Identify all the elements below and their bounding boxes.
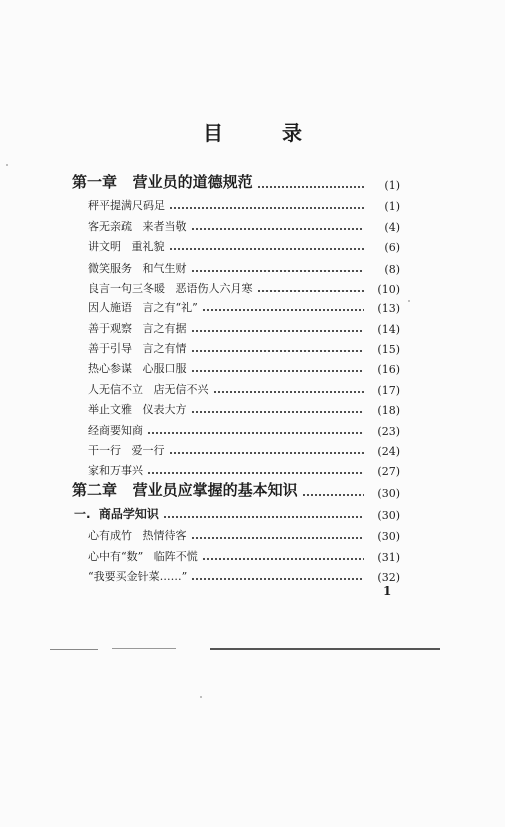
toc-entry[interactable] — [0, 356, 505, 376]
toc-entry[interactable] — [0, 458, 505, 478]
toc-chapter-2[interactable] — [0, 480, 505, 500]
toc-entry-title: 人无信不立 店无信不兴 — [88, 383, 209, 396]
scan-line — [112, 648, 176, 649]
toc-entry-title: 讲文明 重礼貌 — [88, 240, 165, 253]
toc-entry-title: 秤平提满尺码足 — [88, 199, 165, 212]
leader-dots — [191, 411, 365, 413]
toc-entry-title: 第二章 营业员应掌握的基本知识 — [72, 481, 298, 499]
page-number: 1 — [383, 584, 392, 598]
toc-entry-title: 第一章 营业员的道德规范 — [72, 173, 253, 191]
toc-page-number: (24) — [377, 445, 400, 458]
toc-entry[interactable] — [0, 316, 505, 336]
toc-entry-title: 因人施语 言之有“礼” — [88, 301, 198, 314]
toc-entry[interactable] — [0, 214, 505, 234]
toc-page-number: (8) — [384, 263, 400, 276]
toc-entry[interactable] — [0, 377, 505, 397]
toc-entry-title: 心有成竹 热情待客 — [88, 529, 187, 542]
leader-dots — [169, 248, 365, 250]
toc-entry-title: 善于观察 言之有据 — [88, 322, 187, 335]
toc-page-number: (18) — [377, 404, 400, 417]
toc-entry[interactable] — [0, 256, 505, 276]
toc-entry[interactable] — [0, 418, 505, 438]
toc-entry-title: 微笑服务 和气生财 — [88, 262, 187, 275]
leader-dots — [213, 391, 365, 393]
leader-dots — [147, 432, 364, 434]
toc-page-number: (4) — [384, 221, 400, 234]
scan-line — [210, 648, 440, 650]
page-title: 目 录 — [203, 121, 328, 145]
toc-page-number: (30) — [377, 530, 400, 543]
leader-dots — [257, 186, 364, 188]
toc-entry[interactable] — [0, 544, 505, 564]
toc-entry-title: 良言一句三冬暖 恶语伤人六月寒 — [88, 282, 253, 295]
scan-speck — [408, 300, 410, 302]
scan-speck — [6, 164, 8, 166]
leader-dots — [257, 290, 365, 292]
toc-entry[interactable] — [0, 564, 505, 584]
leader-dots — [169, 207, 364, 209]
toc-entry-title: 善于引导 言之有情 — [88, 342, 187, 355]
leader-dots — [191, 270, 365, 272]
leader-dots — [302, 494, 364, 496]
toc-entry-title: 家和万事兴 — [88, 464, 143, 477]
toc-page-number: (15) — [377, 343, 400, 356]
scan-speck — [200, 696, 202, 698]
toc-entry[interactable] — [0, 295, 505, 315]
scan-line — [50, 649, 98, 650]
toc-entry-title: 热心参谋 心服口服 — [88, 362, 187, 375]
toc-entry-title: 一. 商品学知识 — [74, 507, 159, 521]
toc-page-number: (30) — [377, 509, 400, 522]
leader-dots — [202, 309, 364, 311]
toc-page-number: (1) — [384, 200, 400, 213]
toc-entry[interactable] — [0, 336, 505, 356]
leader-dots — [202, 558, 364, 560]
toc-entry[interactable] — [0, 397, 505, 417]
toc-entry-title: 经商要知商 — [88, 424, 143, 437]
toc-page-number: (30) — [377, 487, 400, 500]
toc-page-number: (16) — [377, 363, 400, 376]
toc-page-number: (32) — [377, 571, 400, 584]
toc-page-number: (14) — [377, 323, 400, 336]
toc-page-number: (10) — [377, 283, 400, 296]
toc-page-number: (13) — [377, 302, 400, 315]
leader-dots — [169, 452, 365, 454]
toc-section[interactable] — [0, 502, 505, 522]
toc-page-number: (31) — [377, 551, 400, 564]
toc-entry-title: 举止文雅 仪表大方 — [88, 403, 187, 416]
toc-entry[interactable] — [0, 438, 505, 458]
toc-entry-title: 心中有“数” 临阵不慌 — [88, 550, 198, 563]
toc-chapter-1[interactable] — [0, 172, 505, 192]
toc-page-number: (6) — [384, 241, 400, 254]
toc-entry[interactable] — [0, 193, 505, 213]
toc-page-number: (17) — [377, 384, 400, 397]
toc-page-number: (1) — [384, 179, 400, 192]
toc-entry-title: “我要买金针菜……” — [88, 570, 188, 583]
leader-dots — [191, 370, 365, 372]
leader-dots — [191, 228, 365, 230]
toc-entry[interactable] — [0, 523, 505, 543]
toc-entry-title: 客无亲疏 来者当敬 — [88, 220, 187, 233]
toc-entry[interactable] — [0, 234, 505, 254]
leader-dots — [163, 516, 364, 518]
toc-page-number: (27) — [377, 465, 400, 478]
toc-entry-title: 干一行 爱一行 — [88, 444, 165, 457]
leader-dots — [191, 350, 365, 352]
toc-entry[interactable] — [0, 276, 505, 296]
leader-dots — [191, 537, 365, 539]
leader-dots — [147, 472, 364, 474]
leader-dots — [191, 578, 364, 580]
leader-dots — [191, 330, 365, 332]
toc-page-number: (23) — [377, 425, 400, 438]
